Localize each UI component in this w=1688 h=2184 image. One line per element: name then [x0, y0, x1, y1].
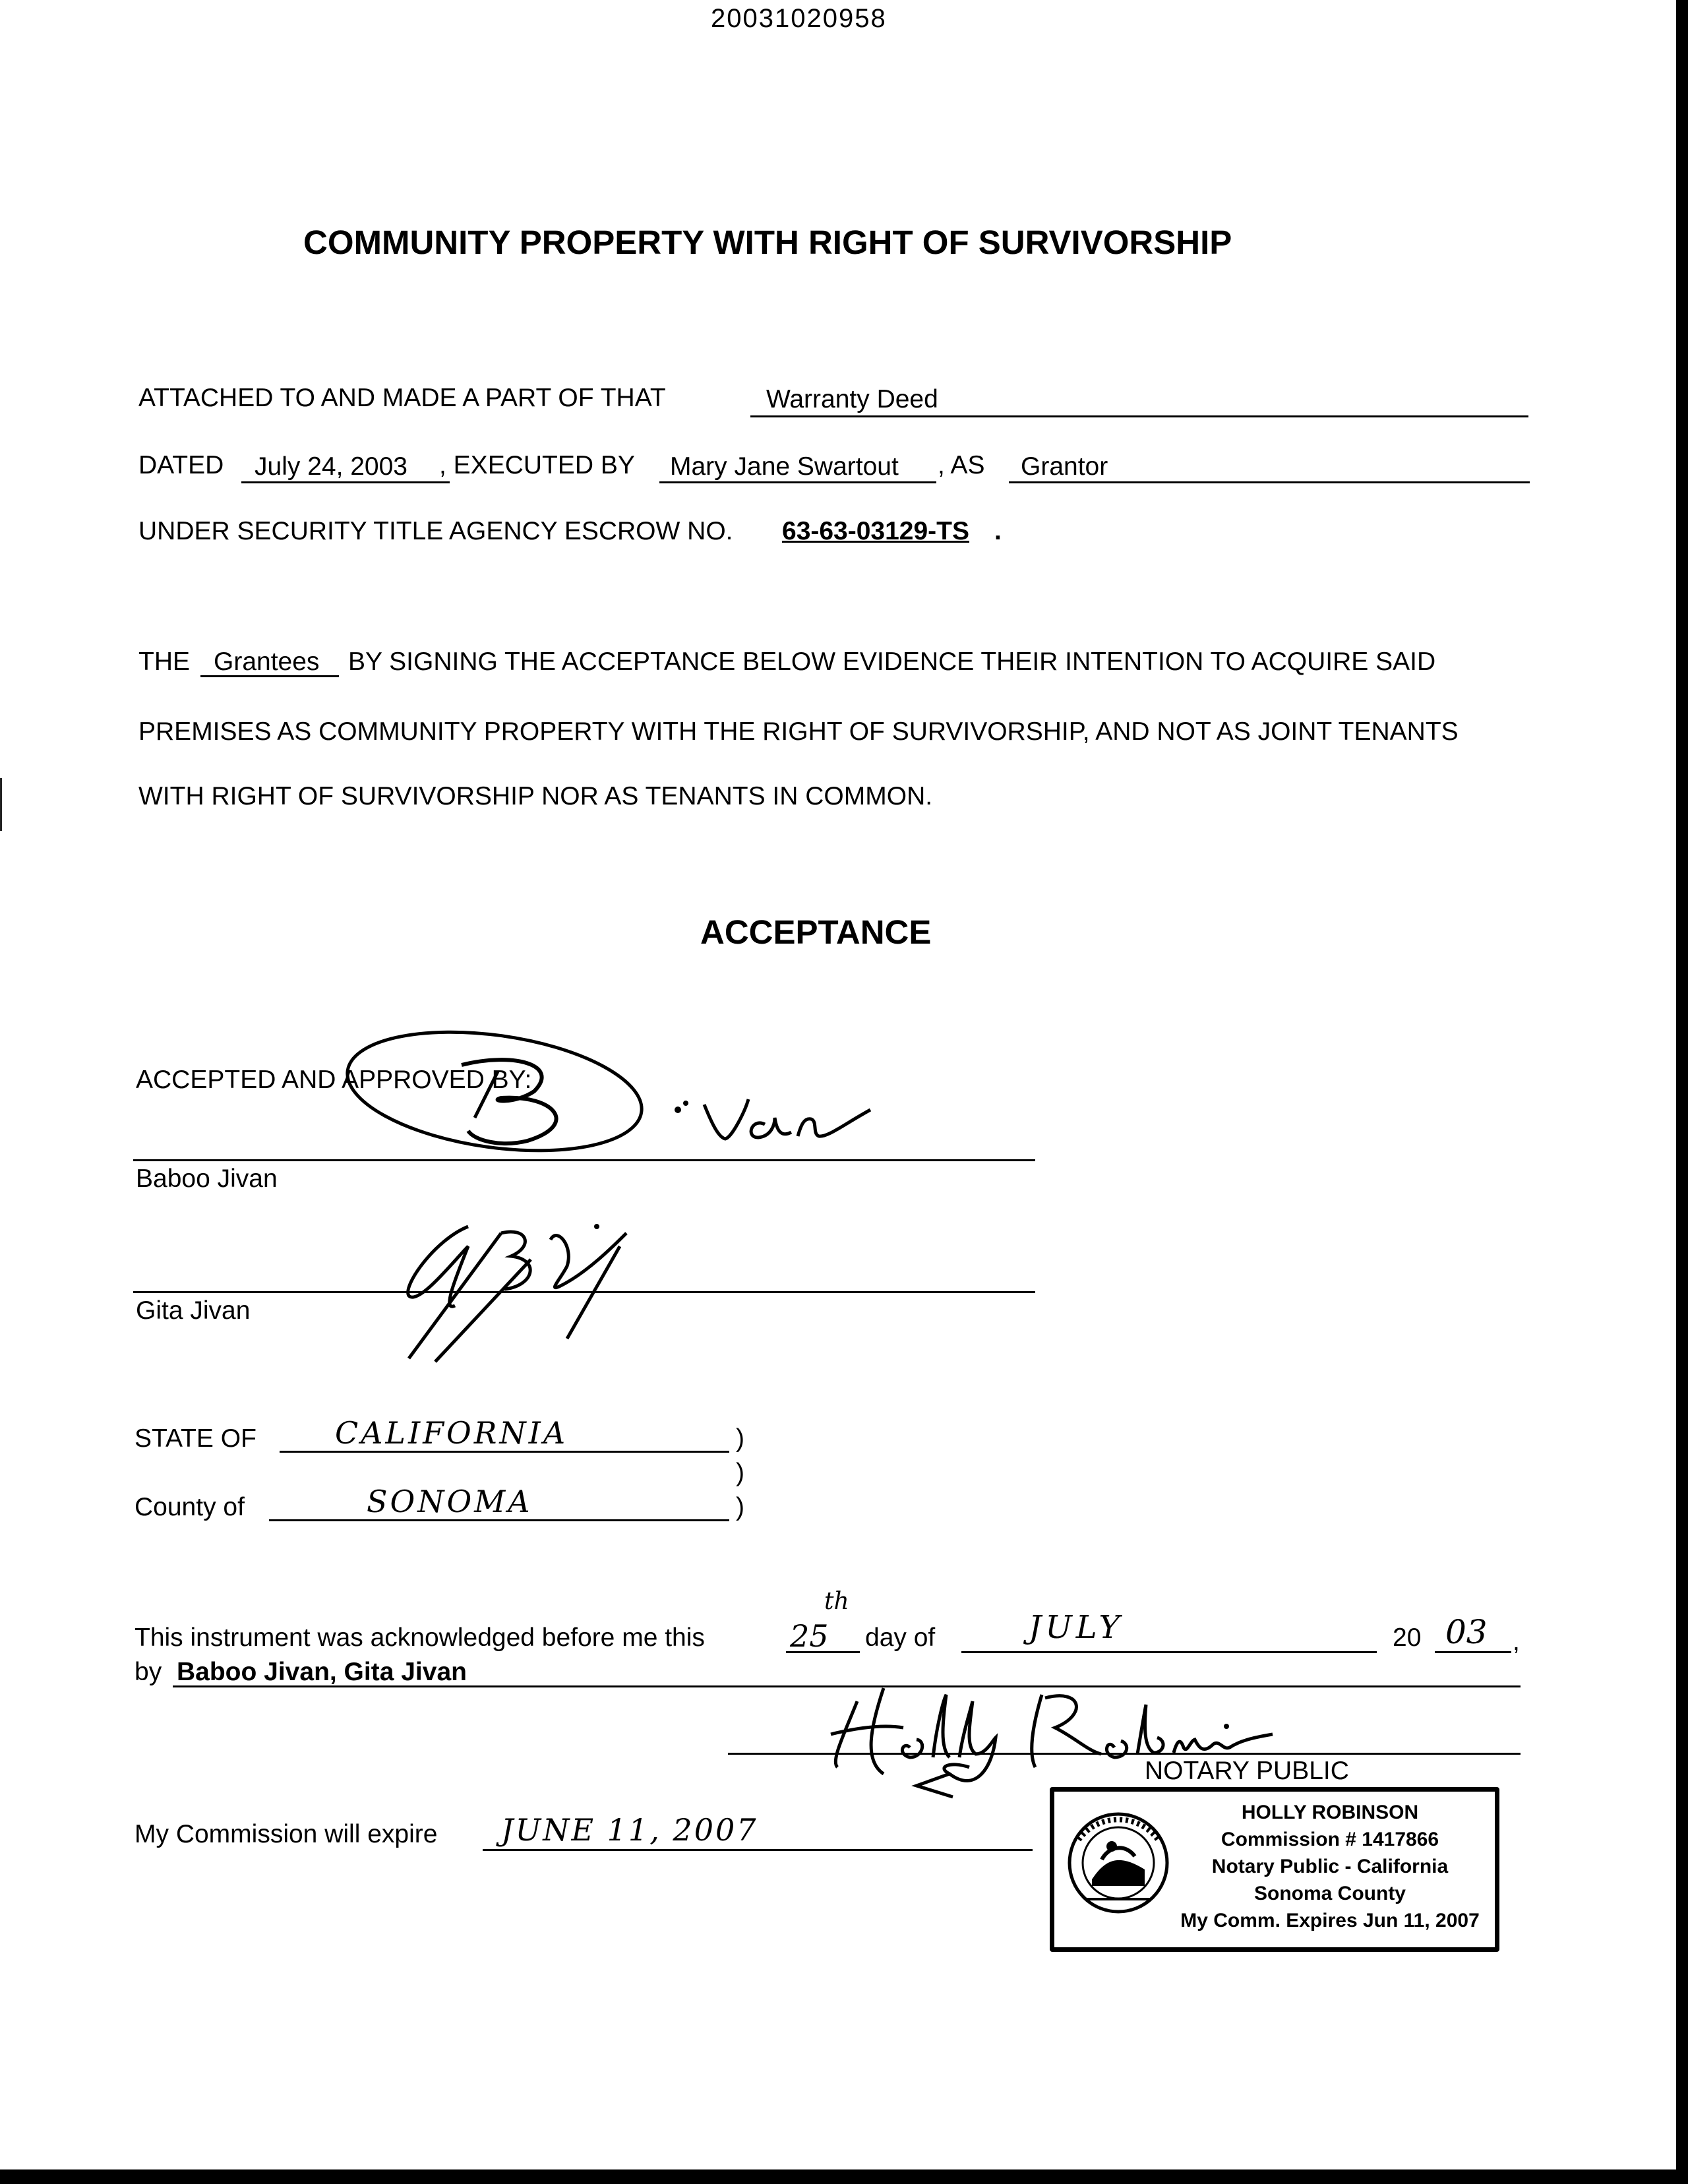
- acceptance-heading: ACCEPTANCE: [700, 913, 932, 951]
- ack-text: This instrument was acknowledged before me this: [135, 1623, 705, 1652]
- ack-year-prefix: 20: [1393, 1623, 1422, 1652]
- ack-by-label: by: [135, 1658, 162, 1686]
- attached-prefix: ATTACHED TO AND MADE A PART OF THAT: [138, 384, 666, 412]
- scan-border-bottom: [0, 2169, 1688, 2184]
- ack-month: JULY: [1029, 1609, 1124, 1646]
- intent-the: THE: [138, 648, 190, 676]
- ack-day-of: day of: [865, 1623, 936, 1652]
- page-title: COMMUNITY PROPERTY WITH RIGHT OF SURVIVORSHIP: [303, 224, 1232, 261]
- scan-border-left-mark: [0, 778, 2, 831]
- notary-signature-line: [728, 1753, 1521, 1755]
- executor-underline: [659, 481, 936, 483]
- ack-year-underline: [1435, 1651, 1511, 1653]
- dated-label: DATED: [138, 451, 224, 479]
- intent-line3: WITH RIGHT OF SURVIVORSHIP NOR AS TENANTS IN COMMON.: [138, 782, 933, 810]
- signer2-name: Gita Jivan: [136, 1296, 251, 1325]
- signature-gita-jivan: [369, 1207, 699, 1365]
- ack-day-underline: [786, 1651, 860, 1653]
- executor-name: Mary Jane Swartout: [670, 452, 899, 481]
- signature-baboo-jivan: [343, 1025, 890, 1177]
- state-label: STATE OF: [135, 1424, 256, 1453]
- ack-month-underline: [961, 1651, 1377, 1653]
- middle-paren: ): [736, 1459, 744, 1487]
- county-value: SONOMA: [367, 1484, 533, 1519]
- intent-party-underline: [200, 675, 339, 677]
- escrow-label: UNDER SECURITY TITLE AGENCY ESCROW NO.: [138, 517, 733, 545]
- commission-expiry: JUNE 11, 2007: [501, 1812, 758, 1848]
- dated-date: July 24, 2003: [255, 452, 408, 481]
- stamp-expires: My Comm. Expires Jun 11, 2007: [1180, 1910, 1480, 1931]
- dated-date-underline: [241, 481, 450, 483]
- county-paren: ): [736, 1493, 744, 1521]
- notary-public-label: NOTARY PUBLIC: [1145, 1757, 1349, 1785]
- stamp-name: HOLLY ROBINSON: [1241, 1802, 1419, 1823]
- state-seal-icon: [1066, 1807, 1171, 1919]
- intent-party: Grantees: [214, 648, 320, 676]
- county-label: County of: [135, 1493, 245, 1521]
- ack-year-suffix: 03: [1445, 1613, 1488, 1651]
- intent-line2: PREMISES AS COMMUNITY PROPERTY WITH THE RIGHT OF SURVIVORSHIP, AND NOT AS JOINT TENANTS: [138, 717, 1459, 746]
- attached-underline: [750, 415, 1528, 417]
- executed-by-label: , EXECUTED BY: [439, 451, 635, 479]
- county-underline: [269, 1519, 729, 1521]
- commission-underline: [483, 1849, 1033, 1851]
- ack-day-suffix: th: [824, 1588, 849, 1615]
- document-number: 20031020958: [711, 4, 887, 33]
- stamp-title: Notary Public - California: [1211, 1856, 1449, 1877]
- stamp-text: [1175, 1799, 1485, 1934]
- ack-year-comma: ,: [1513, 1627, 1520, 1656]
- stamp-county: Sonoma County: [1254, 1883, 1406, 1904]
- escrow-number: 63-63-03129-TS: [782, 517, 970, 545]
- state-value: CALIFORNIA: [335, 1415, 568, 1451]
- scan-border-right: [1676, 0, 1688, 2184]
- ack-by-names: Baboo Jivan, Gita Jivan: [177, 1658, 467, 1686]
- commission-label: My Commission will expire: [135, 1820, 438, 1848]
- state-paren: ): [736, 1424, 744, 1453]
- as-label: , AS: [938, 451, 985, 479]
- signer1-name: Baboo Jivan: [136, 1165, 278, 1193]
- ack-day: 25: [790, 1618, 829, 1654]
- intent-line1: BY SIGNING THE ACCEPTANCE BELOW EVIDENCE THEIR INTENTION TO ACQUIRE SAID: [348, 648, 1436, 676]
- state-underline: [280, 1451, 729, 1453]
- stamp-commission: Commission # 1417866: [1221, 1829, 1439, 1850]
- notary-stamp: [1050, 1787, 1499, 1952]
- attached-instrument: Warranty Deed: [766, 385, 938, 413]
- accepted-approved-label: ACCEPTED AND APPROVED BY:: [136, 1066, 532, 1094]
- role-value: Grantor: [1021, 452, 1108, 481]
- escrow-period: .: [994, 517, 1002, 545]
- role-underline: [1009, 481, 1530, 483]
